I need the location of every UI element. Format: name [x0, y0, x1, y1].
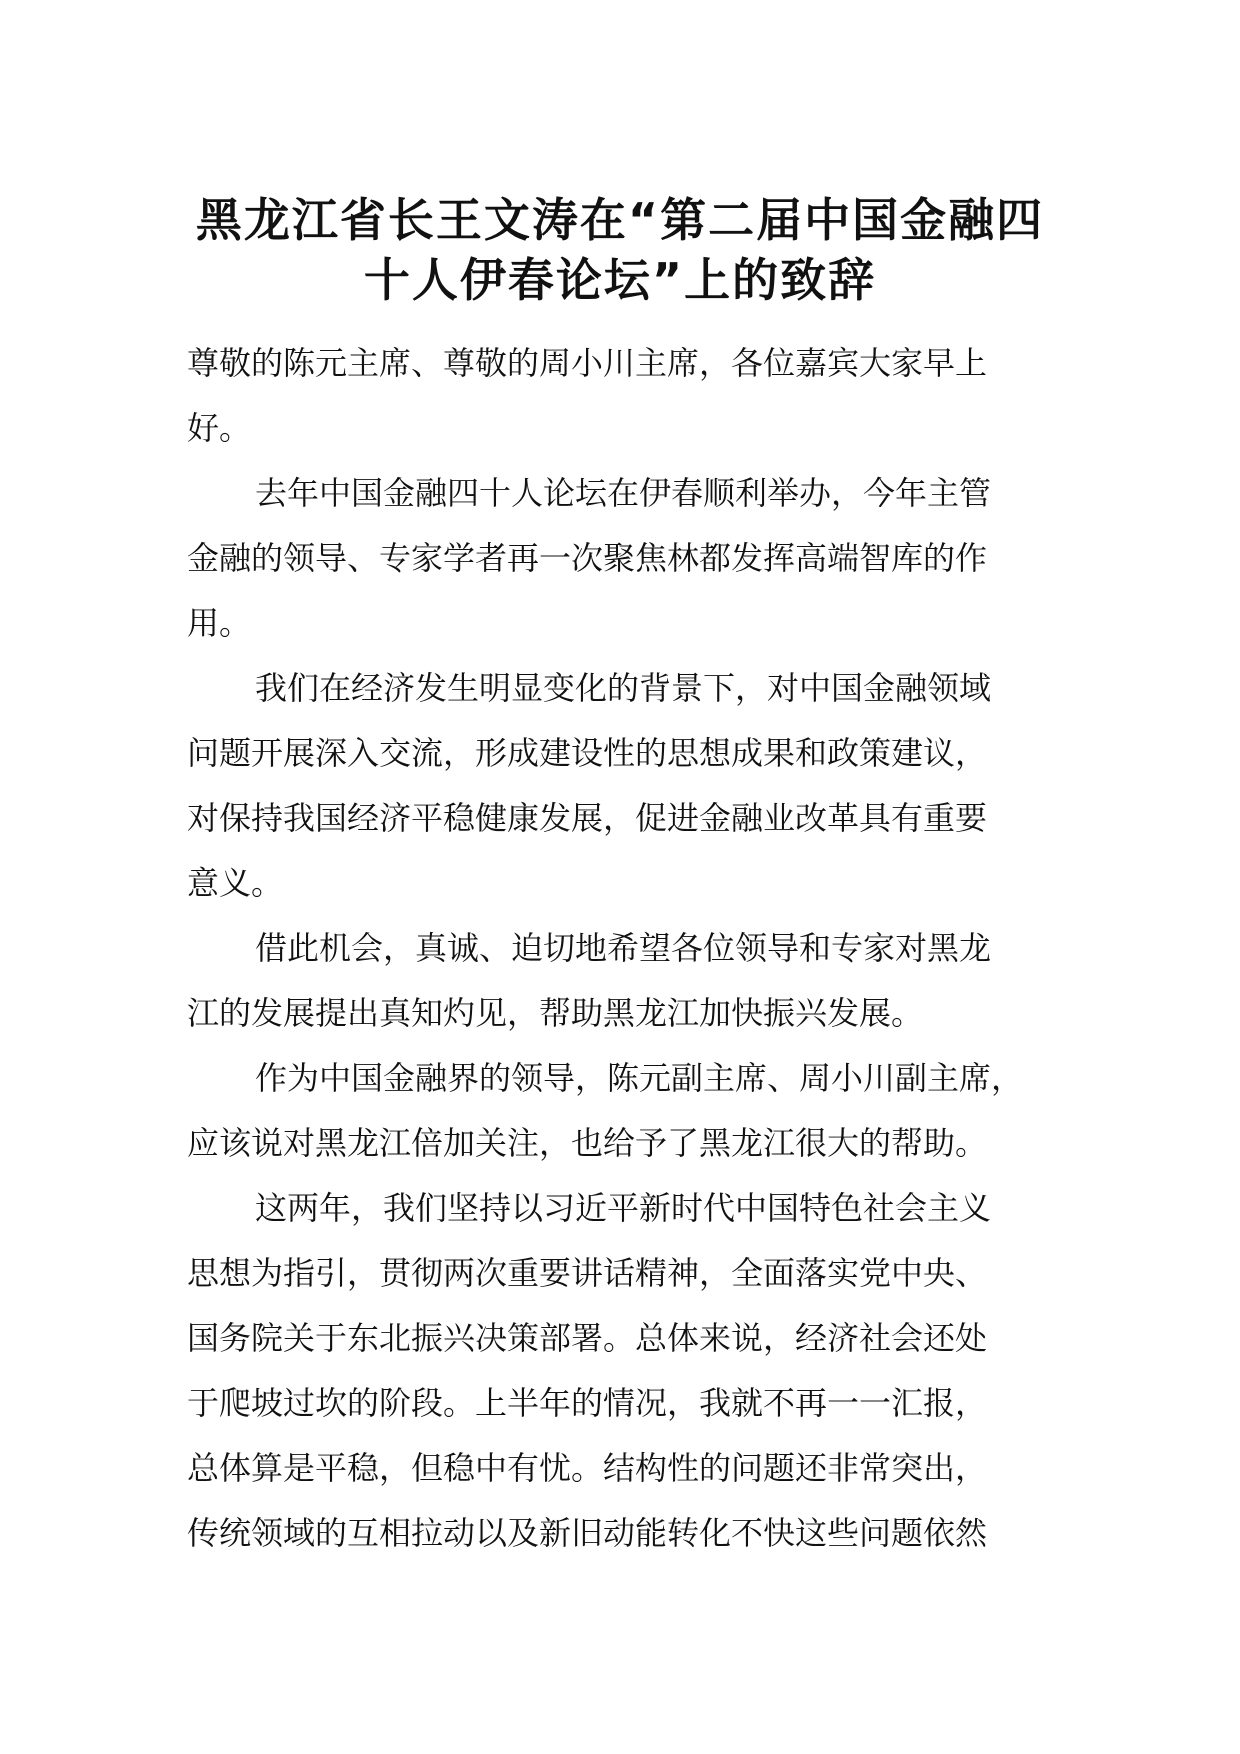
text-line: 去年中国金融四十人论坛在伊春顺利举办，今年主管 [255, 474, 992, 512]
text-line: 于爬坡过坎的阶段。上半年的情况，我就不再一一汇报， [187, 1384, 988, 1422]
paragraph-leaders-support [187, 1046, 1067, 1176]
paragraph-greeting [187, 331, 1067, 461]
title-line-1: 黑龙江省长王文涛在“第二届中国金融四 [195, 193, 1045, 247]
text-line: 对保持我国经济平稳健康发展，促进金融业改革具有重要 [187, 799, 988, 837]
text-line: 江的发展提出真知灼见，帮助黑龙江加快振兴发展。 [187, 994, 924, 1032]
text-line: 尊敬的陈元主席、尊敬的周小川主席，各位嘉宾大家早上 [187, 344, 988, 382]
text-line: 总体算是平稳，但稳中有忧。结构性的问题还非常突出， [187, 1449, 988, 1487]
text-line: 好。 [187, 409, 252, 447]
text-line: 传统领域的互相拉动以及新旧动能转化不快这些问题依然 [187, 1514, 988, 1552]
text-line: 我们在经济发生明显变化的背景下，对中国金融领域 [255, 669, 992, 707]
text-line: 金融的领导、专家学者再一次聚焦林都发挥高端智库的作 [187, 539, 988, 577]
text-line: 国务院关于东北振兴决策部署。总体来说，经济社会还处 [187, 1319, 988, 1357]
document-title [150, 190, 1090, 310]
text-line: 用。 [187, 604, 252, 642]
paragraph-recent-years [187, 1176, 1067, 1566]
text-line: 思想为指引，贯彻两次重要讲话精神，全面落实党中央、 [187, 1254, 988, 1292]
text-line: 意义。 [187, 864, 284, 902]
text-line: 借此机会，真诚、迫切地希望各位领导和专家对黑龙 [255, 929, 992, 967]
paragraph-last-year-forum [187, 461, 1067, 656]
text-line: 作为中国金融界的领导，陈元副主席、周小川副主席， [255, 1059, 1024, 1097]
title-line-2: 十人伊春论坛”上的致辞 [363, 253, 877, 307]
paragraph-economic-background [187, 656, 1067, 916]
document-body [187, 331, 1067, 1566]
text-line: 应该说对黑龙江倍加关注，也给予了黑龙江很大的帮助。 [187, 1124, 988, 1162]
paragraph-opportunity [187, 916, 1067, 1046]
text-line: 问题开展深入交流，形成建设性的思想成果和政策建议， [187, 734, 988, 772]
text-line: 这两年，我们坚持以习近平新时代中国特色社会主义 [255, 1189, 992, 1227]
